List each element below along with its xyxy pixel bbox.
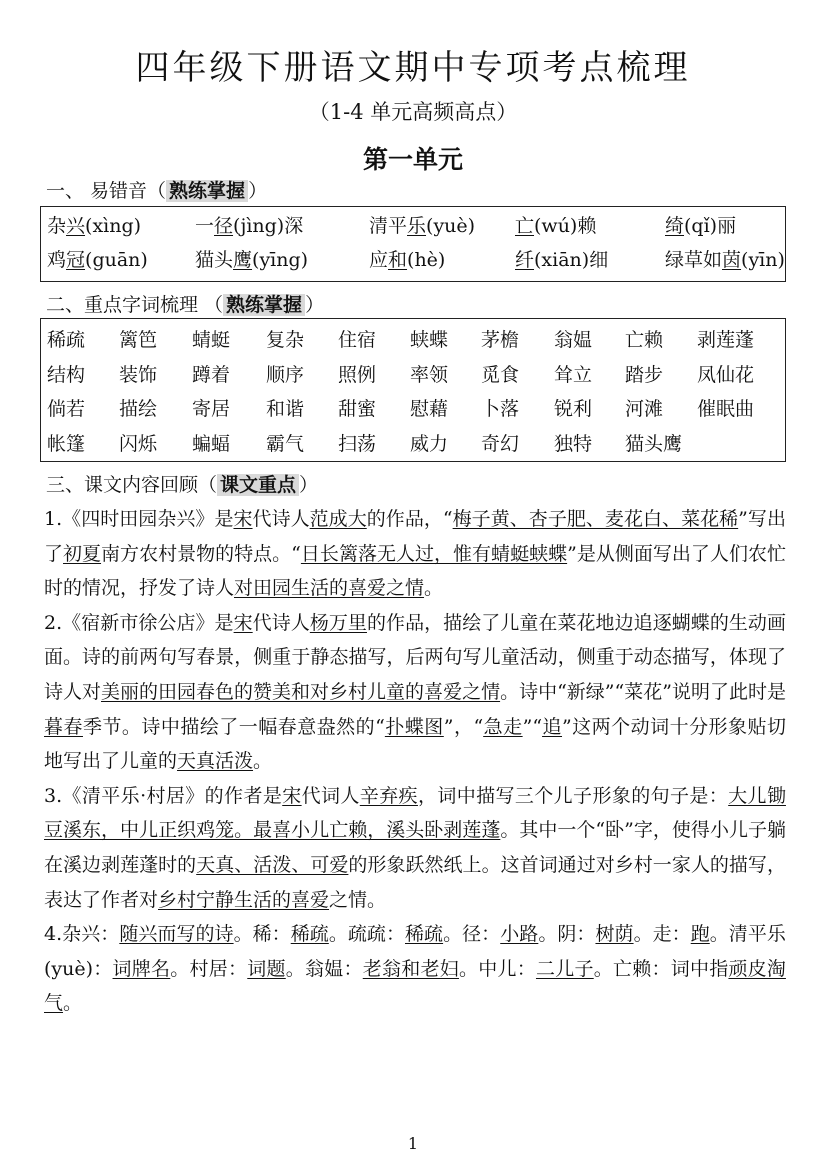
vocabulary-word: 亡赖 [625,329,664,351]
vocabulary-word: 装饰 [119,363,158,386]
vocabulary-word: 翁媪 [554,329,593,351]
vocabulary-word: 扫荡 [338,432,377,455]
vocabulary-word: 描绘 [119,398,158,420]
vocabulary-word: 霸气 [266,432,305,455]
vocabulary-word: 篱笆 [119,329,158,351]
vocabulary-word: 蜻蜓 [192,329,231,351]
text-review [44,502,786,1021]
pronunciation-item: 鸡冠(guān) [47,249,148,271]
review-paragraph: 3.《清平乐·村居》的作者是宋代词人辛弃疾，词中描写三个儿子形象的句子是：大儿锄豆溪东，中儿正织鸡笼。最喜小儿亡赖，溪头卧剥莲蓬。其中一个“卧”字，使得小儿子躺在溪边剥莲蓬时的天真、活泼、可爱的形象跃然纸上。这首词通过对乡村一家人的描写，表达了作者对乡村宁静生活的喜爱之情。 [44,784,786,911]
vocabulary-word: 闪烁 [119,432,158,455]
vocabulary-word: 帐篷 [47,432,86,455]
section2-tag: 熟练掌握 [223,294,305,316]
vocabulary-word: 觅食 [481,363,520,386]
vocabulary-box [40,318,786,462]
vocabulary-word: 蝙蝠 [192,432,231,455]
vocabulary-word: 结构 [47,363,86,386]
review-paragraph: 2.《宿新市徐公店》是宋代诗人杨万里的作品，描绘了儿童在菜花地边追逐蝴蝶的生动画面。诗的前两句写春景，侧重于静态描写，后两句写儿童活动，侧重于动态描写，体现了诗人对美丽的田园春色的赞美和对乡村儿童的喜爱之情。诗中“新绿”“菜花”说明了此时是暮春季节。诗中描绘了一幅春意盎然的“扑蝶图”，“急走”“追”这两个动词十分形象贴切地写出了儿童的天真活泼。 [44,611,786,773]
vocabulary-word: 甜蜜 [338,398,377,420]
review-paragraph: 4.杂兴：随兴而写的诗。稀：稀疏。疏疏：稀疏。径：小路。阴：树荫。走：跑。清平乐(yuè)：词牌名。村居：词题。翁媪：老翁和老妇。中儿：二儿子。亡赖：词中指顽皮淘气。 [44,923,786,1015]
vocabulary-word: 河滩 [625,398,664,420]
vocabulary-word: 稀疏 [47,329,86,351]
vocabulary-word: 照例 [338,363,377,386]
pronunciation-item: 猫头鹰(yīng) [195,249,309,271]
pronunciation-item: 绮(qǐ)丽 [665,215,737,237]
pronunciation-item: 亡(wú)赖 [515,215,597,237]
pronunciation-item: 纤(xiān)细 [515,249,609,271]
vocabulary-word: 踏步 [625,363,664,386]
vocabulary-word: 蛱蝶 [410,329,449,351]
vocabulary-word: 蹲着 [192,363,231,386]
pronunciation-item: 应和(hè) [369,249,446,271]
vocabulary-word: 慰藉 [410,398,449,420]
vocabulary-word: 卜落 [481,398,520,420]
section1-tag: 熟练掌握 [166,180,248,202]
page-subtitle: （1-4 单元高频高点） [308,100,518,124]
review-paragraph: 1.《四时田园杂兴》是宋代诗人范成大的作品，“梅子黄、杏子肥、麦花白、菜花稀”写出了初夏南方农村景物的特点。“日长篱落无人过，惟有蜻蜓蛱蝶”是从侧面写出了人们农忙时的情况，抒发了诗人对田园生活的喜爱之情。 [44,508,786,600]
page-number: 1 [407,1134,419,1153]
pronunciation-box [40,206,786,282]
section1-heading: 一、 易错音（ 熟练掌握 ） [46,180,268,202]
vocabulary-word: 住宿 [338,329,377,351]
pronunciation-item: 杂兴(xìng) [47,215,142,237]
pronunciation-item: 一径(jìng)深 [195,215,304,237]
section3-tag: 课文重点 [217,474,299,496]
vocabulary-word: 剥莲蓬 [697,329,755,351]
vocabulary-word: 凤仙花 [697,363,755,386]
vocabulary-word: 威力 [410,432,449,455]
vocabulary-word: 茅檐 [481,329,520,351]
vocabulary-word: 复杂 [266,329,305,351]
pronunciation-item: 绿草如茵(yīn) [665,249,785,271]
vocabulary-word: 顺序 [266,363,305,386]
page-title: 四年级下册语文期中专项考点梳理 [135,48,691,88]
vocabulary-word: 寄居 [192,398,231,420]
section3-heading: 三、课文内容回顾（ 课文重点 ） [46,474,319,496]
vocabulary-word: 耸立 [554,363,593,386]
vocabulary-word: 独特 [554,432,593,455]
vocabulary-word: 锐利 [554,398,593,420]
vocabulary-word: 率领 [410,363,449,386]
pronunciation-item: 清平乐(yuè) [369,215,476,237]
unit-title: 第一单元 [362,145,463,174]
vocabulary-word: 催眠曲 [697,398,755,420]
vocabulary-word: 倘若 [47,398,86,420]
vocabulary-word: 猫头鹰 [625,432,683,455]
vocabulary-word: 奇幻 [481,432,520,455]
section2-heading: 二、重点字词梳理 （ 熟练掌握 ） [46,294,325,316]
vocabulary-word: 和谐 [266,398,305,420]
